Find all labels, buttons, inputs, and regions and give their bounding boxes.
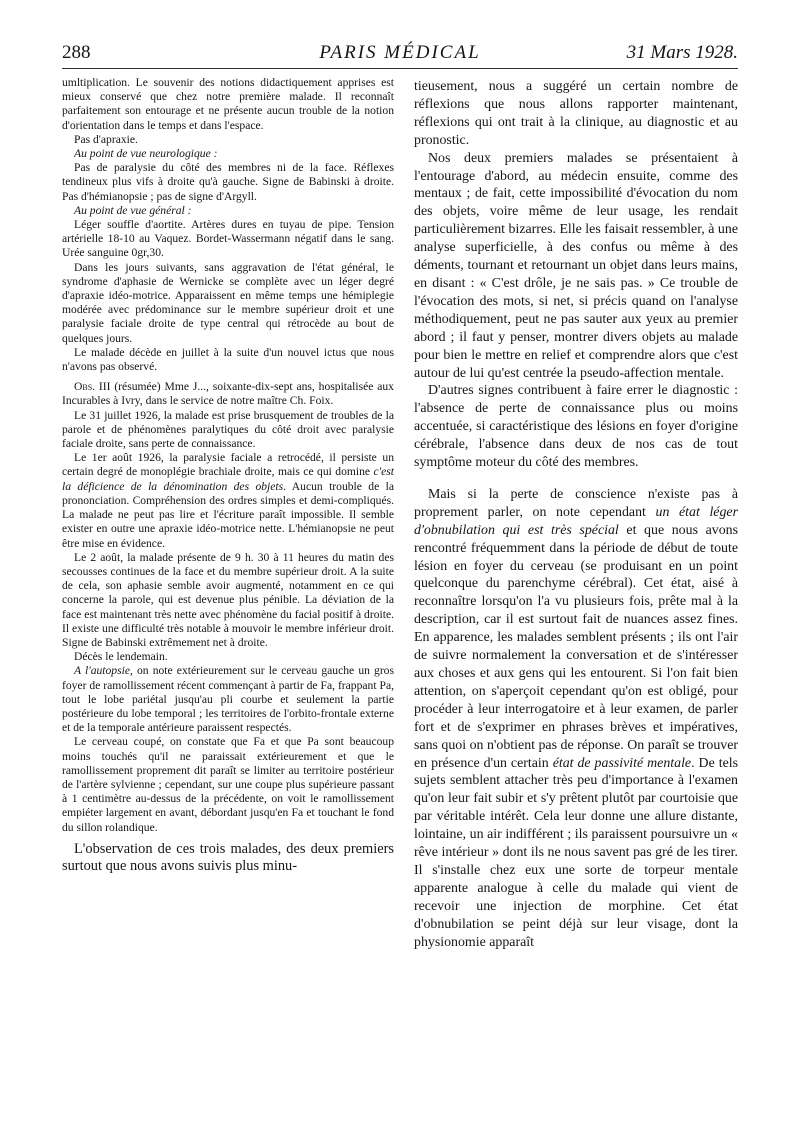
text-run: Le 1er août 1926, la paralysie faciale a retrocédé, il persiste un certain degré de monoplégie brachiale droite, mais ce qui domine	[62, 451, 394, 479]
paragraph: Le malade décède en juillet à la suite d'un nouvel ictus que nous n'avons pas observé.	[62, 345, 394, 374]
subheading-text: Au point de vue neurologique :	[74, 147, 218, 161]
emphasis: un état léger d'obnubilation qui est très spécial	[414, 504, 738, 538]
page-number: 288	[62, 42, 91, 63]
observation-label: Obs. III	[74, 380, 111, 394]
text-run: Mais si la perte de conscience n'existe pas à proprement parler, on note cependant	[414, 486, 738, 520]
emphasis: A l'autopsie	[74, 664, 130, 678]
paragraph: Dans les jours suivants, sans aggravation de l'état général, le syndrome d'aphasie de Wernicke se complète avec un léger degré d'apraxie idéo-motrice. Apparaissent en même temps une hémiplegie modérée avec prédominance sur le membre supérieur droit et une paralysie faciale droite de type central qui rétrocède au bout de quelques jours.	[62, 260, 394, 345]
text-run: . Aucun trouble de la prononciation. Compréhension des ordres simples et demi-compliqués. La malade ne peut pas lire et l'écriture paraît impossible. Il semble exister en outre une apraxie idéo-motrice nette. L'hémianopsie ne peut être mise en évidence.	[62, 479, 394, 550]
paragraph	[414, 486, 738, 952]
observation-text: (résumée) Mme J..., soixante-dix-sept ans, hospitalisée aux Incurables à Ivry, dans le service de notre maître Ch. Foix.	[62, 380, 394, 408]
paragraph: D'autres signes contribuent à faire errer le diagnostic : l'absence de perte de connaissance plus ou moins accentuée, si caractéristique des lésions en foyer d'origine cérébrale, l'absence dans deux de nos cas de tout symptôme moteur du côté des membres.	[414, 383, 738, 471]
paragraph: Décès le lendemain.	[74, 650, 168, 664]
right-column	[414, 78, 738, 1090]
paragraph: Nos deux premiers malades se présentaient à l'entourage d'abord, au médecin ensuite, comme des mentaux ; de fait, cette impossibilité d'évocation du nom des objets, voire même de leur usage, les rendait particulièrement bizarres. Elle les faisait ressembler, à une analyse superficielle, à des confus ou même à des déments, tournant et retournant un objet dans leurs mains, en disant : « C'est drôle, je ne sais pas. » Ce trouble de l'évocation des mots, si net, si précis quand on l'analyse méthodiquement, peut ne pas sauter aux yeux au premier abord ; il faut y penser, montrer divers objets au malade pour bien le mettre en relief et comprendre alors que c'est autour de lui qu'est centrée la pseudo-affection mentale.	[414, 150, 738, 381]
paragraph: Léger souffle d'aortite. Artères dures en tuyau de pipe. Tension artérielle 18-10 au Vaquez. Bordet-Wassermann négatif dans le sang. Urée sanguine 0gr,30.	[62, 218, 394, 260]
emphasis: c'est la déficience de la dénomination des objets	[62, 465, 394, 493]
journal-title: PARIS MÉDICAL	[319, 42, 481, 63]
paragraph: Pas d'apraxie.	[74, 132, 138, 146]
observation-heading	[62, 380, 394, 408]
paragraph: Pas de paralysie du côté des membres ni de la face. Réflexes tendineux plus vifs à droite qu'à gauche. Signe de Babinski à droite. Pas d'hémianopsie ; pas de signe d'Argyll.	[62, 161, 394, 203]
header-rule	[62, 68, 738, 69]
spacer	[414, 472, 738, 486]
paragraph: Le 2 août, la malade présente de 9 h. 30 à 11 heures du matin des secousses continues de la face et du membre supérieur droit. A la suite de cela, son aphasie semble avoir augmenté, notamment en ce qui concerne la parole, qui est devenue plus pénible. La déviation de la face est maintenant très nette avec phénomène du facial positif à droite. Il existe une difficulté très notable à mouvoir le membre inférieur droit. Signe de Babinski extrêmement net à droite.	[62, 550, 394, 649]
paragraph: Le cerveau coupé, on constate que Fa et que Pa sont beaucoup moins touchés qu'il ne paraissait extérieurement et que le ramollissement proprement dit paraît se limiter au territoire postérieur de l'artère sylvienne ; cependant, sur une coupe plus supérieure passant à 1 centimètre au-dessus de la précédente, on voit le ramollissement empiéter largement en avant, débordant jusqu'en Fa et touchant le fond du sillon rolandique.	[62, 735, 394, 834]
paragraph: umltiplication. Le souvenir des notions didactiquement apprises est mieux conservé que chez notre première malade. Il reconnaît parfaitement son entourage et ne présente aucun trouble de la notion d'orientation dans le temps et dans l'espace.	[62, 76, 394, 132]
subheading	[62, 147, 394, 161]
paragraph: Le 31 juillet 1926, la malade est prise brusquement de troubles de la parole et de phénomènes paralytiques du côté droit avec paralysie faciale droite, sans perte de connaissance.	[62, 408, 394, 451]
paragraph	[62, 451, 394, 550]
emphasis: état de passivité mentale	[552, 755, 692, 771]
page-header	[62, 34, 738, 68]
text-run: et que nous avons rencontré fréquemment dans la période de début de toute lésion en foyer du cerveau (se produisant en un point quelconque du parenchyme cérébral). Cet état, aisé à reconnaître lorsqu'on l'a vu plusieurs fois, prête mal à la description, car il est surtout fait de nuances assez fines. En apparence, les malades semblent présents ; ils ont l'air de suivre normalement la conversation et de s'intéresser aux choses et aux gens qui les entourent. Si l'on fait bien attention, on s'aperçoit cependant qu'on est obligé, pour procéder à leur interrogatoire et à leur examen, de parler fort et de s'exprimer en phrases brèves et impératives, sans quoi on n'obtient pas de réponse. On paraît se trouver en présence d'un certain	[414, 522, 738, 771]
text-run: . De tels sujets semblent attacher très peu d'importance à l'examen qu'on leur fait subir et s'y prêtent plutôt par courtoisie que par véritable intérêt. Cela leur donne une allure distante, lointaine, un air indifférent ; ils paraissent poursuivre un « rêve intérieur » dont ils ne nous savent pas gré de les tirer. Il s'installe chez eux une sorte de torpeur mentale apparente analogue à celle du malade qui vient de recevoir une injection de morphine. Cet état d'obnubilation se peint déjà sur leur visage, dont la physionomie apparaît	[414, 755, 738, 950]
subheading-text: Au point de vue général :	[74, 203, 192, 217]
subheading	[62, 204, 394, 218]
issue-date: 31 Mars 1928.	[626, 42, 738, 63]
paragraph: tieusement, nous a suggéré un certain nombre de réflexions que nous allons rapporter maintenant, réflexions qui ont trait à la clinique, au diagnostic et au pronostic.	[414, 79, 738, 148]
paragraph	[62, 664, 394, 735]
left-column	[62, 76, 394, 1100]
paragraph-large: L'observation de ces trois malades, des deux premiers surtout que nous avons suivis plus minu-	[62, 840, 394, 875]
text-run: , on note extérieurement sur le cerveau gauche un gros foyer de ramollissement récent commençant à partir de Fa, frappant Pa, tout le lobe pariétal jusqu'au pli courbe et seulement la partie postérieure du lobe temporal ; les territoires de l'orbito-frontale externe et de la temporale antérieure paraissent respectés.	[62, 664, 394, 735]
